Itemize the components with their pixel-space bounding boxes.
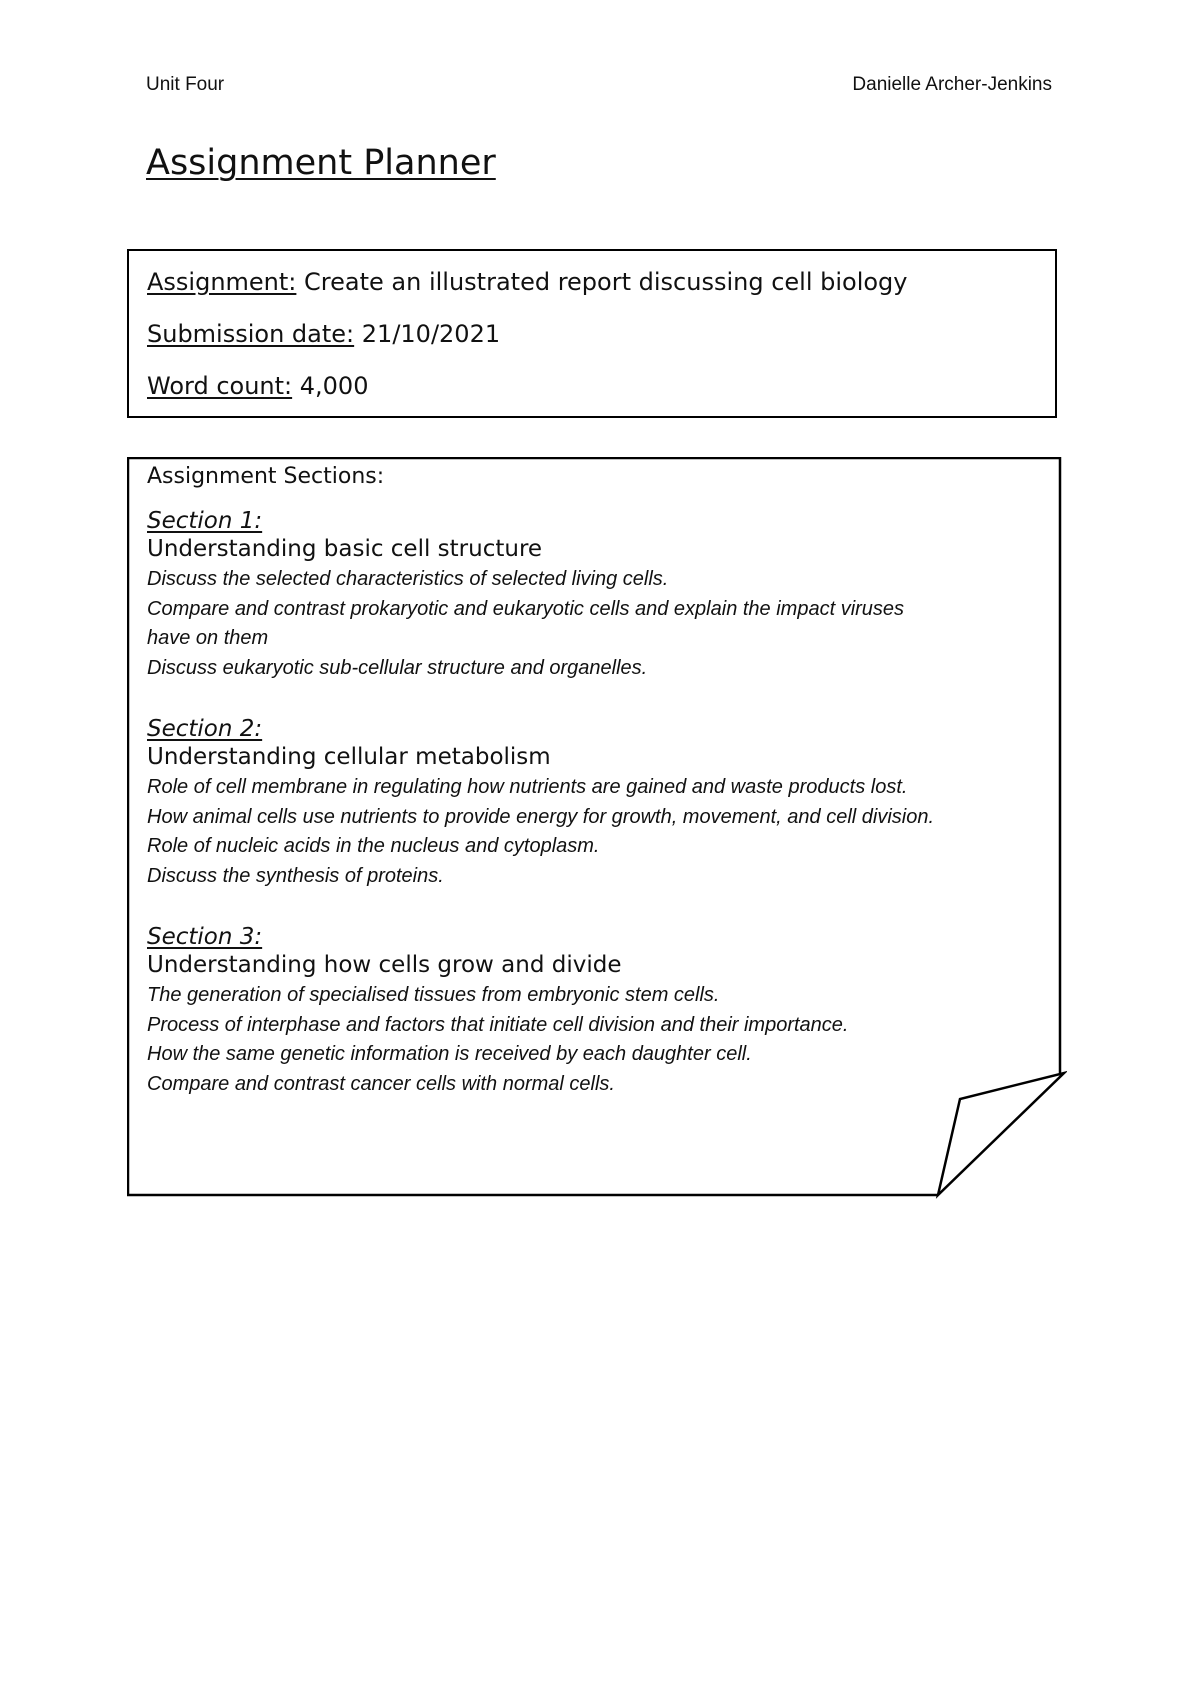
section-point: Process of interphase and factors that initiate cell division and their importance. [147,1013,849,1036]
page-curl-icon [938,1073,1064,1195]
section-label: Section 2: [147,716,263,742]
section-point: How animal cells use nutrients to provide energy for growth, movement, and cell division. [147,805,935,828]
section-title: Understanding basic cell structure [147,536,543,562]
submission-label: Submission date: [147,320,355,348]
assignment-label: Assignment: [147,268,297,296]
section-list [147,507,947,1099]
section-point: Role of nucleic acids in the nucleus and cytoplasm. [147,835,600,857]
sections-box [127,457,1067,1199]
assignment-row [147,262,1037,314]
section-title: Understanding cellular metabolism [147,744,551,770]
assignment-info-box [127,249,1057,418]
header-unit: Unit Four [146,74,225,95]
wordcount-label: Word count: [147,372,293,400]
wordcount-row [147,366,1037,418]
header-author: Danielle Archer-Jenkins [852,74,1052,95]
section-point: Discuss eukaryotic sub-cellular structure and organelles. [147,656,648,679]
page-title: Assignment Planner [146,143,496,183]
sections-content [147,462,947,1131]
section-block [147,923,947,1099]
submission-row [147,314,1037,366]
section-point: How the same genetic information is received by each daughter cell. [147,1043,752,1065]
section-label: Section 1: [147,508,263,534]
section-block [147,715,947,891]
wordcount-value: 4,000 [299,372,369,400]
assignment-value: Create an illustrated report discussing cell biology [304,268,908,296]
sections-heading: Assignment Sections: [147,464,385,489]
section-label: Section 3: [147,924,263,950]
section-point: Compare and contrast cancer cells with normal cells. [147,1072,615,1095]
section-point: The generation of specialised tissues from embryonic stem cells. [147,984,720,1006]
section-block [147,507,947,683]
section-point: Compare and contrast prokaryotic and eukaryotic cells and explain the impact viruses have on them [147,597,905,649]
section-title: Understanding how cells grow and divide [147,952,622,978]
section-point: Discuss the synthesis of proteins. [147,864,444,887]
section-point: Role of cell membrane in regulating how nutrients are gained and waste products lost. [147,776,908,798]
submission-value: 21/10/2021 [361,320,501,348]
section-point: Discuss the selected characteristics of selected living cells. [147,568,669,590]
